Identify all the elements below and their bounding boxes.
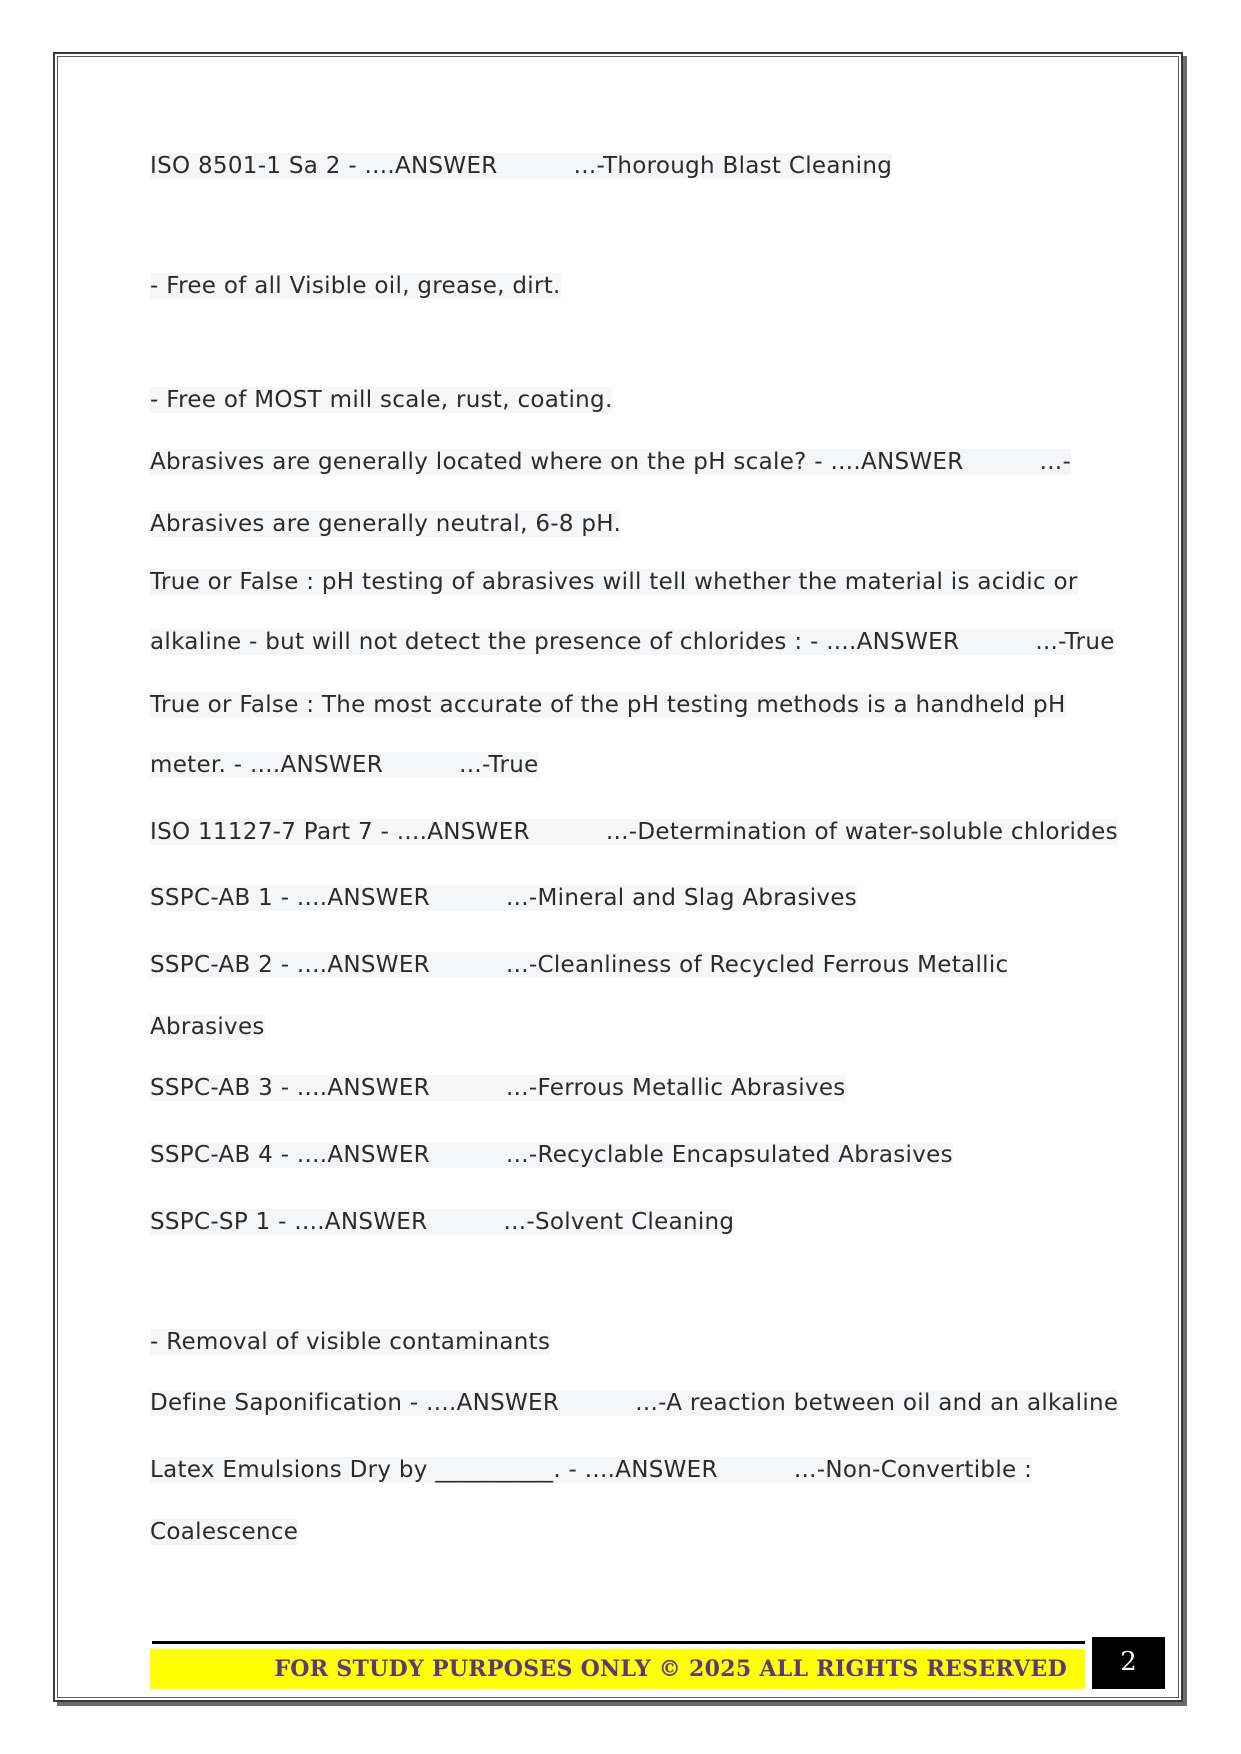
text-line (150, 1011, 265, 1043)
text-line-content: Abrasives (150, 1014, 265, 1040)
text-line-content: SSPC-AB 2 - ....ANSWER ...-Cleanliness of Recycled Ferrous Metallic (150, 952, 1009, 978)
text-line-content: Coalescence (150, 1519, 299, 1545)
text-line (150, 1516, 298, 1548)
footer-rule (152, 1641, 1085, 1644)
text-line-content: alkaline - but will not detect the presence of chlorides : - ....ANSWER ...-True (150, 629, 1115, 655)
text-line-content: True or False : pH testing of abrasives will tell whether the material is acidic or (150, 569, 1078, 595)
text-line-content: Latex Emulsions Dry by __________. - ....ANSWER ...-Non-Convertible : (150, 1457, 1033, 1483)
text-line (150, 1454, 1032, 1486)
text-line (150, 1326, 550, 1358)
text-line (150, 446, 1071, 478)
text-line (150, 949, 1008, 981)
text-line (150, 882, 857, 914)
text-line-content: - Free of all Visible oil, grease, dirt. (150, 273, 561, 299)
text-line-content: SSPC-SP 1 - ....ANSWER ...-Solvent Cleaning (150, 1209, 735, 1235)
text-line-content: Define Saponification - ....ANSWER ...-A reaction between oil and an alkaline (150, 1390, 1119, 1416)
text-line-content: SSPC-AB 3 - ....ANSWER ...-Ferrous Metallic Abrasives (150, 1075, 846, 1101)
text-line-content: Abrasives are generally located where on the pH scale? - ....ANSWER ...- (150, 449, 1072, 475)
text-line-content: ISO 8501-1 Sa 2 - ....ANSWER ...-Thorough Blast Cleaning (150, 153, 893, 179)
text-line-content: True or False : The most accurate of the pH testing methods is a handheld pH (150, 692, 1066, 718)
footer-banner: FOR STUDY PURPOSES ONLY © 2025 ALL RIGHTS RESERVED (150, 1649, 1085, 1689)
text-line (150, 1072, 846, 1104)
text-line (150, 1139, 953, 1171)
text-line (150, 749, 539, 781)
text-line (150, 1206, 734, 1238)
text-line-content: Abrasives are generally neutral, 6-8 pH. (150, 511, 622, 537)
text-line-content: - Removal of visible contaminants (150, 1329, 551, 1355)
text-line (150, 150, 892, 182)
text-line-content: ISO 11127-7 Part 7 - ....ANSWER ...-Determination of water-soluble chlorides (150, 819, 1118, 845)
text-line (150, 508, 621, 540)
text-line-content: SSPC-AB 4 - ....ANSWER ...-Recyclable Encapsulated Abrasives (150, 1142, 953, 1168)
text-line-content: meter. - ....ANSWER ...-True (150, 752, 539, 778)
page-border-inner (57, 56, 1179, 1698)
text-line (150, 1387, 1118, 1419)
text-line (150, 566, 1078, 598)
text-line (150, 689, 1066, 721)
text-line (150, 384, 613, 416)
text-line-content: - Free of MOST mill scale, rust, coating. (150, 387, 613, 413)
page-number: 2 (1092, 1637, 1165, 1689)
text-line (150, 816, 1118, 848)
text-line (150, 270, 561, 302)
text-line (150, 626, 1115, 658)
text-line-content: SSPC-AB 1 - ....ANSWER ...-Mineral and Slag Abrasives (150, 885, 858, 911)
